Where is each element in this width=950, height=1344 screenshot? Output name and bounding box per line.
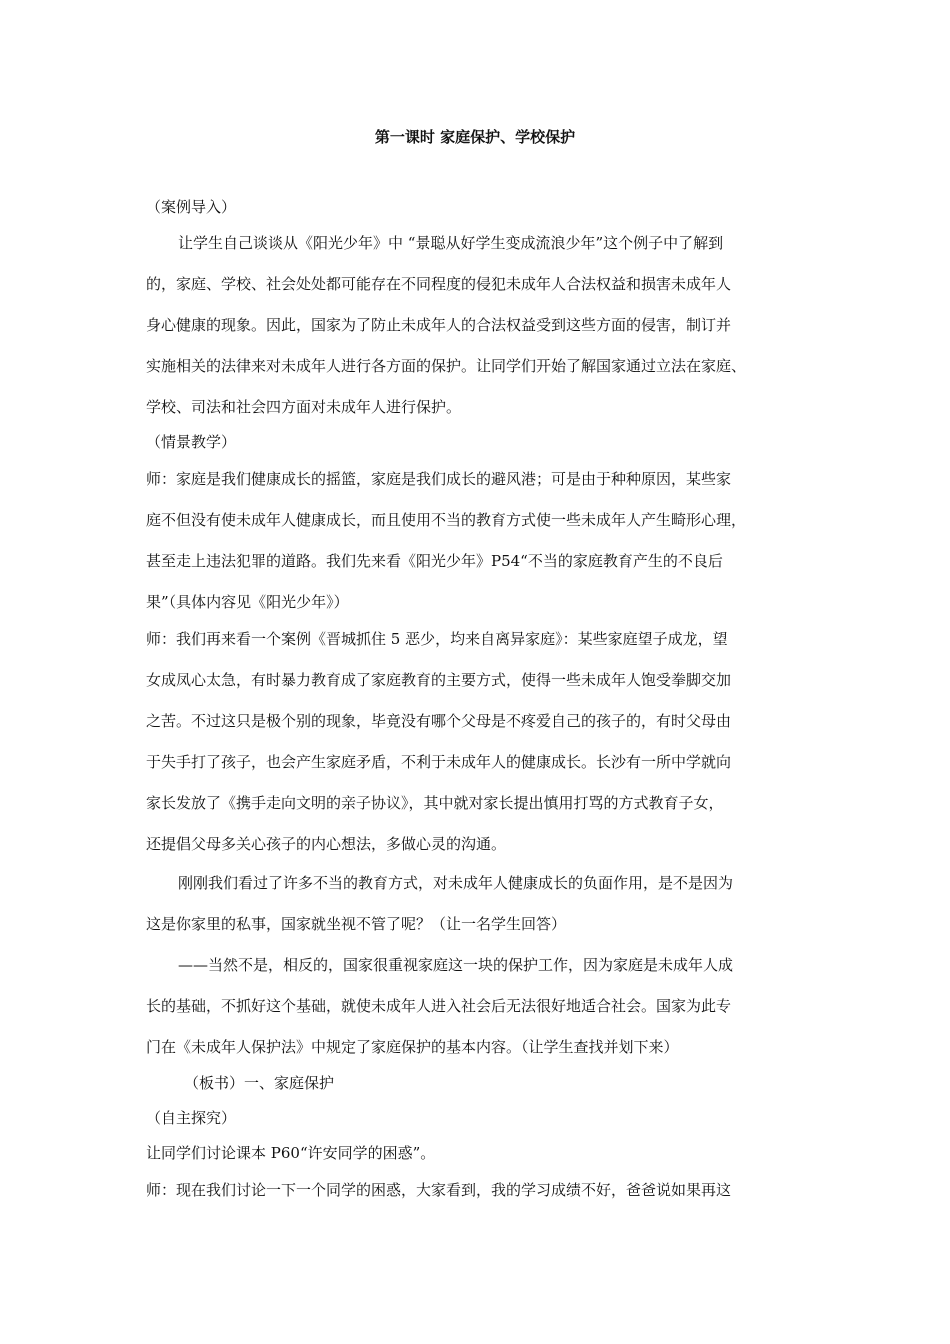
paragraph-line: 长的基础，不抓好这个基础，就使未成年人进入社会后无法很好地适合社会。国家为此专 [146, 997, 732, 1015]
paragraph-line: 于失手打了孩子，也会产生家庭矛盾，不利于未成年人的健康成长。长沙有一所中学就向 [146, 753, 732, 771]
blackboard-note: （板书）一、家庭保护 [184, 1074, 335, 1092]
paragraph-line: 让同学们讨论课本 P60“许安同学的困惑”。 [146, 1144, 436, 1162]
paragraph-line: 庭不但没有使未成年人健康成长，而且使用不当的教育方式使一些未成年人产生畸形心理， [146, 511, 747, 529]
section-heading-scenario-teaching: （情景教学） [146, 433, 237, 451]
paragraph-line: 师：现在我们讨论一下一个同学的困惑，大家看到，我的学习成绩不好，爸爸说如果再这 [146, 1181, 732, 1199]
paragraph-line: 师：家庭是我们健康成长的摇篮，家庭是我们成长的避风港；可是由于种种原因，某些家 [146, 470, 732, 488]
paragraph-line: 身心健康的现象。因此，国家为了防止未成年人的合法权益受到这些方面的侵害，制订并 [146, 316, 732, 334]
paragraph-line: ——当然不是，相反的，国家很重视家庭这一块的保护工作，因为家庭是未成年人成 [178, 956, 734, 974]
paragraph-line: 之苦。不过这只是极个别的现象，毕竟没有哪个父母是不疼爱自己的孩子的，有时父母由 [146, 712, 732, 730]
paragraph-line: 这是你家里的私事，国家就坐视不管了呢？（让一名学生回答） [146, 915, 567, 933]
paragraph-line: 师：我们再来看一个案例《晋城抓住 5 恶少，均来自离异家庭》：某些家庭望子成龙，望 [146, 630, 728, 648]
paragraph-line: 的，家庭、学校、社会处处都可能存在不同程度的侵犯未成年人合法权益和损害未成年人 [146, 275, 732, 293]
paragraph-line: 刚刚我们看过了许多不当的教育方式，对未成年人健康成长的负面作用，是不是因为 [178, 874, 734, 892]
paragraph-line: 让学生自己谈谈从《阳光少年》中 “景聪从好学生变成流浪少年”这个例子中了解到 [178, 234, 724, 252]
paragraph-line: 女成凤心太急，有时暴力教育成了家庭教育的主要方式，使得一些未成年人饱受拳脚交加 [146, 671, 732, 689]
paragraph-line: 实施相关的法律来对未成年人进行各方面的保护。让同学们开始了解国家通过立法在家庭、 [146, 357, 747, 375]
paragraph-line: 学校、司法和社会四方面对未成年人进行保护。 [146, 398, 462, 416]
paragraph-line: 果”（具体内容见《阳光少年》） [146, 593, 349, 611]
section-heading-self-exploration: （自主探究） [146, 1109, 237, 1127]
section-heading-case-intro: （案例导入） [146, 198, 237, 216]
paragraph-line: 门在《未成年人保护法》中规定了家庭保护的基本内容。（让学生查找并划下来） [146, 1038, 679, 1056]
paragraph-line: 甚至走上违法犯罪的道路。我们先来看《阳光少年》P54“不当的家庭教育产生的不良后 [146, 552, 723, 570]
document-title: 第一课时 家庭保护、学校保护 [374, 128, 576, 146]
paragraph-line: 还提倡父母多关心孩子的内心想法，多做心灵的沟通。 [146, 835, 507, 853]
paragraph-line: 家长发放了《携手走向文明的亲子协议》，其中就对家长提出慎用打骂的方式教育子女， [146, 794, 724, 812]
